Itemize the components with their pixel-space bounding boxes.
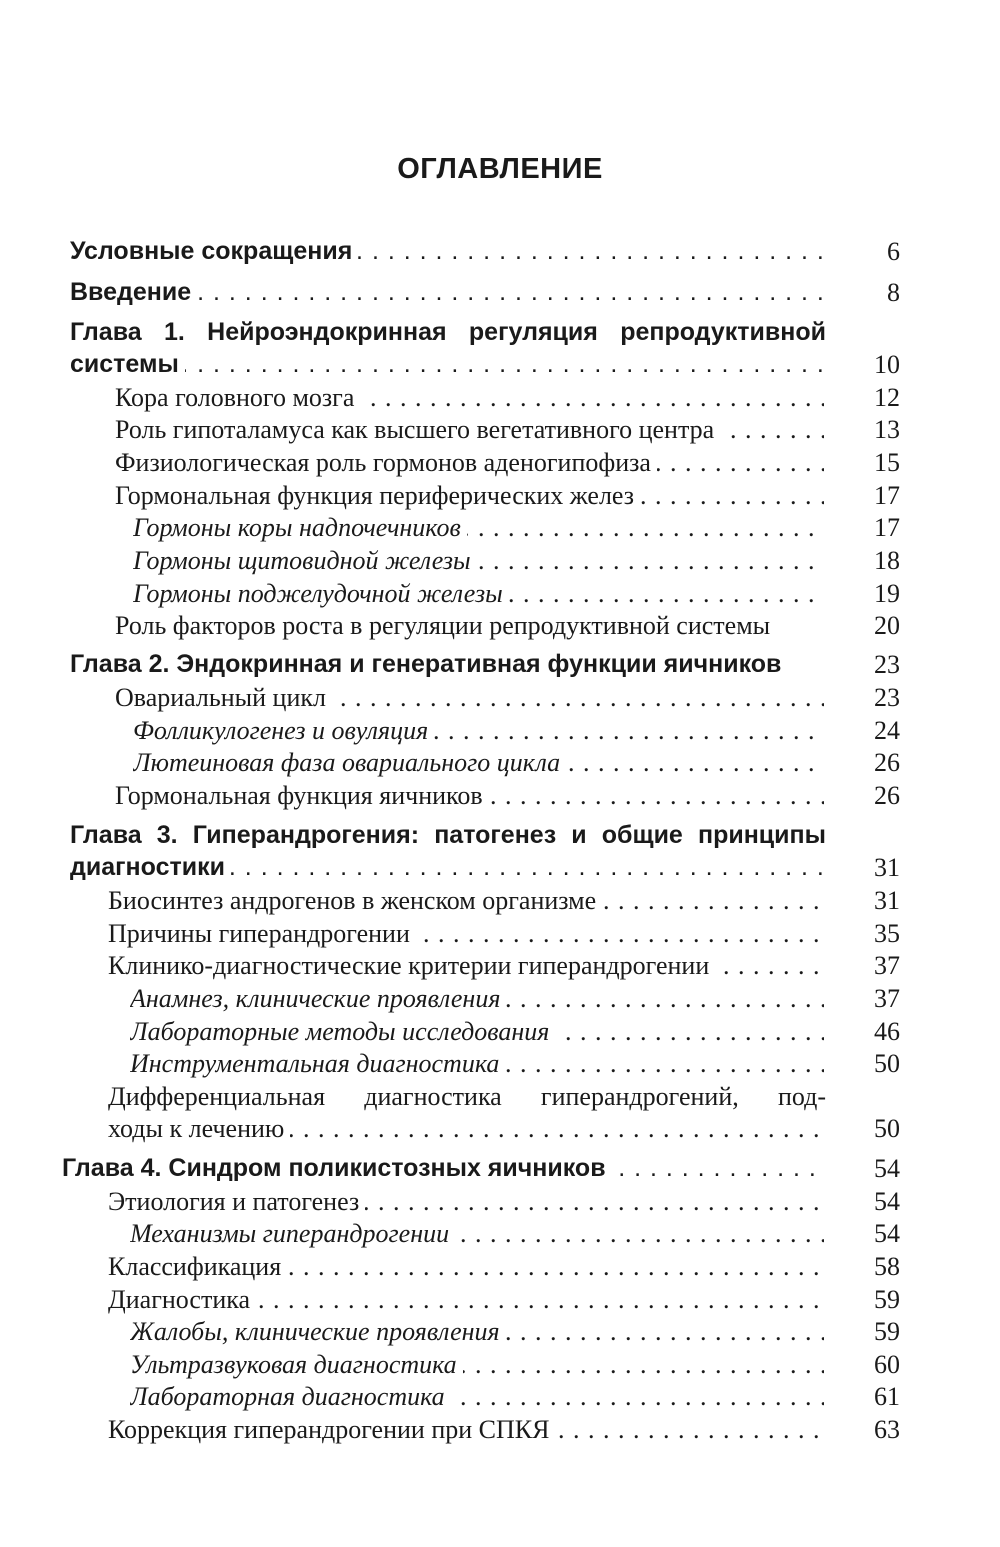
toc-page-number: 17 — [874, 481, 900, 510]
toc-page-number: 60 — [874, 1350, 900, 1379]
toc-chapter-1-title-line1[interactable]: Глава 1. Нейроэндокринная регуляция репродуктивной — [70, 318, 826, 346]
toc-page-number: 8 — [887, 278, 900, 307]
toc-page-number: 23 — [874, 650, 900, 679]
toc-section-differential[interactable] — [108, 1112, 900, 1145]
toc-entry-title: Биосинтез андрогенов в женском организме — [108, 886, 602, 915]
toc-page-number: 6 — [887, 237, 900, 266]
toc-entry-title: Лабораторные методы исследования — [130, 1017, 555, 1046]
toc-entry-title: Жалобы, клинические проявления — [130, 1317, 506, 1346]
toc-subsection-luteal-phase[interactable] — [133, 746, 900, 779]
toc-page-number: 63 — [874, 1415, 900, 1444]
toc-page-number: 35 — [874, 919, 900, 948]
toc-section-differential-line1[interactable]: Дифференциальная диагностика гиперандрогений, под- — [108, 1082, 826, 1111]
toc-page-number: 17 — [874, 513, 900, 542]
toc-subsection-anamnesis[interactable] — [130, 982, 900, 1015]
toc-entry-title: Лютеиновая фаза овариального цикла — [133, 748, 566, 777]
toc-section-cortex[interactable] — [115, 381, 900, 414]
toc-entry-title: Глава 4. Синдром поликистозных яичников — [62, 1154, 612, 1182]
toc-entry-title: Глава 2. Эндокринная и генеративная функции яичников — [70, 650, 787, 678]
toc-entry-title: Клинико-диагностические критерии гиперандрогении — [108, 951, 715, 980]
toc-entry-title: Ультразвуковая диагностика — [130, 1350, 463, 1379]
toc-section-etiology[interactable] — [108, 1185, 900, 1218]
toc-entry-title: Гормоны коры надпочечников — [133, 513, 467, 542]
toc-entry-title: Гормоны щитовидной железы — [133, 546, 477, 575]
toc-entry-title: Роль факторов роста в регуляции репродуктивной системы — [115, 611, 776, 640]
toc-page-number: 59 — [874, 1317, 900, 1346]
toc-page-number: 37 — [874, 984, 900, 1013]
toc-entry-title: Диагностика — [108, 1285, 256, 1314]
toc-section-classification[interactable] — [108, 1250, 900, 1283]
toc-section-hypothalamus[interactable] — [115, 413, 900, 446]
toc-entry-abbreviations[interactable] — [70, 235, 900, 268]
toc-page-number: 61 — [874, 1382, 900, 1411]
toc-page-number: 46 — [874, 1017, 900, 1046]
toc-chapter-4[interactable] — [62, 1152, 900, 1185]
toc-entry-title: Введение — [70, 278, 197, 306]
toc-page-number: 15 — [874, 448, 900, 477]
toc-subsection-lab-methods[interactable] — [130, 1015, 900, 1048]
toc-page-number: 59 — [874, 1285, 900, 1314]
toc-entry-introduction[interactable] — [70, 276, 900, 309]
toc-page-number: 50 — [874, 1049, 900, 1078]
toc-entry-title: Коррекция гиперандрогении при СПКЯ — [108, 1415, 555, 1444]
toc-section-diagnostics[interactable] — [108, 1283, 900, 1316]
toc-page-number: 54 — [874, 1154, 900, 1183]
toc-entry-title: Роль гипоталамуса как высшего вегетативного центра — [115, 415, 720, 444]
toc-chapter-2[interactable] — [70, 648, 900, 681]
toc-subsection-thyroid[interactable] — [133, 544, 900, 577]
toc-entry-title: Гормональная функция периферических желез — [115, 481, 640, 510]
toc-page-number: 23 — [874, 683, 900, 712]
toc-entry-title: системы — [70, 350, 185, 378]
toc-section-ovarian-cycle[interactable] — [115, 681, 900, 714]
toc-entry-title: Этиология и патогенез — [108, 1187, 365, 1216]
toc-subsection-lab-diagnostics[interactable] — [130, 1380, 900, 1413]
toc-page-number: 10 — [874, 350, 900, 379]
toc-subsection-pancreas[interactable] — [133, 577, 900, 610]
toc-subsection-mechanisms[interactable] — [130, 1217, 900, 1250]
toc-page-number: 13 — [874, 415, 900, 444]
toc-entry-title: Лабораторная диагностика — [130, 1382, 451, 1411]
toc-page-number: 24 — [874, 716, 900, 745]
toc-page-number: 26 — [874, 781, 900, 810]
toc-entry-title: Условные сокращения — [70, 237, 358, 265]
toc-page-number: 31 — [874, 886, 900, 915]
toc-page-number: 54 — [874, 1187, 900, 1216]
toc-entry-title: Кора головного мозга — [115, 383, 360, 412]
toc-page-number: 18 — [874, 546, 900, 575]
toc-chapter-3[interactable] — [70, 851, 900, 884]
toc-section-causes[interactable] — [108, 917, 900, 950]
toc-section-peripheral-glands[interactable] — [115, 479, 900, 512]
toc-page-number: 37 — [874, 951, 900, 980]
toc-section-criteria[interactable] — [108, 949, 900, 982]
toc-entry-title: Анамнез, клинические проявления — [130, 984, 506, 1013]
toc-subsection-instrumental[interactable] — [130, 1047, 900, 1080]
toc-section-ovarian-hormones[interactable] — [115, 779, 900, 812]
toc-subsection-complaints[interactable] — [130, 1315, 900, 1348]
toc-page-number: 58 — [874, 1252, 900, 1281]
toc-chapter-1[interactable] — [70, 348, 900, 381]
toc-entry-title: Фолликулогенез и овуляция — [133, 716, 434, 745]
toc-page-number: 12 — [874, 383, 900, 412]
toc-subsection-adrenal[interactable] — [133, 511, 900, 544]
toc-entry-title: Причины гиперандрогении — [108, 919, 416, 948]
toc-section-adenohypophysis[interactable] — [115, 446, 900, 479]
toc-section-androgen-biosynthesis[interactable] — [108, 884, 900, 917]
toc-page-number: 19 — [874, 579, 900, 608]
toc-entry-title: диагностики — [70, 853, 231, 881]
toc-entry-title: ходы к лечению — [108, 1114, 290, 1143]
toc-entry-title: Гормоны поджелудочной железы — [133, 579, 509, 608]
toc-page-number: 20 — [874, 611, 900, 640]
toc-entry-title: Физиологическая роль гормонов аденогипофиза — [115, 448, 657, 477]
toc-section-growth-factors[interactable] — [115, 609, 900, 642]
toc-page-number: 31 — [874, 853, 900, 882]
toc-page-number: 26 — [874, 748, 900, 777]
toc-page-number: 50 — [874, 1114, 900, 1143]
toc-entry-title: Инструментальная диагностика — [130, 1049, 505, 1078]
toc-entry-title: Классификация — [108, 1252, 287, 1281]
toc-page-number: 54 — [874, 1219, 900, 1248]
toc-subsection-ultrasound[interactable] — [130, 1348, 900, 1381]
page-title: ОГЛАВЛЕНИЕ — [397, 153, 603, 185]
toc-entry-title: Механизмы гиперандрогении — [130, 1219, 455, 1248]
toc-section-correction[interactable] — [108, 1413, 900, 1446]
toc-entry-title: Овариальный цикл — [115, 683, 332, 712]
toc-entry-title: Гормональная функция яичников — [115, 781, 489, 810]
toc-subsection-folliculogenesis[interactable] — [133, 714, 900, 747]
toc-chapter-3-title-line1[interactable]: Глава 3. Гиперандрогения: патогенез и общие принципы — [70, 821, 826, 849]
